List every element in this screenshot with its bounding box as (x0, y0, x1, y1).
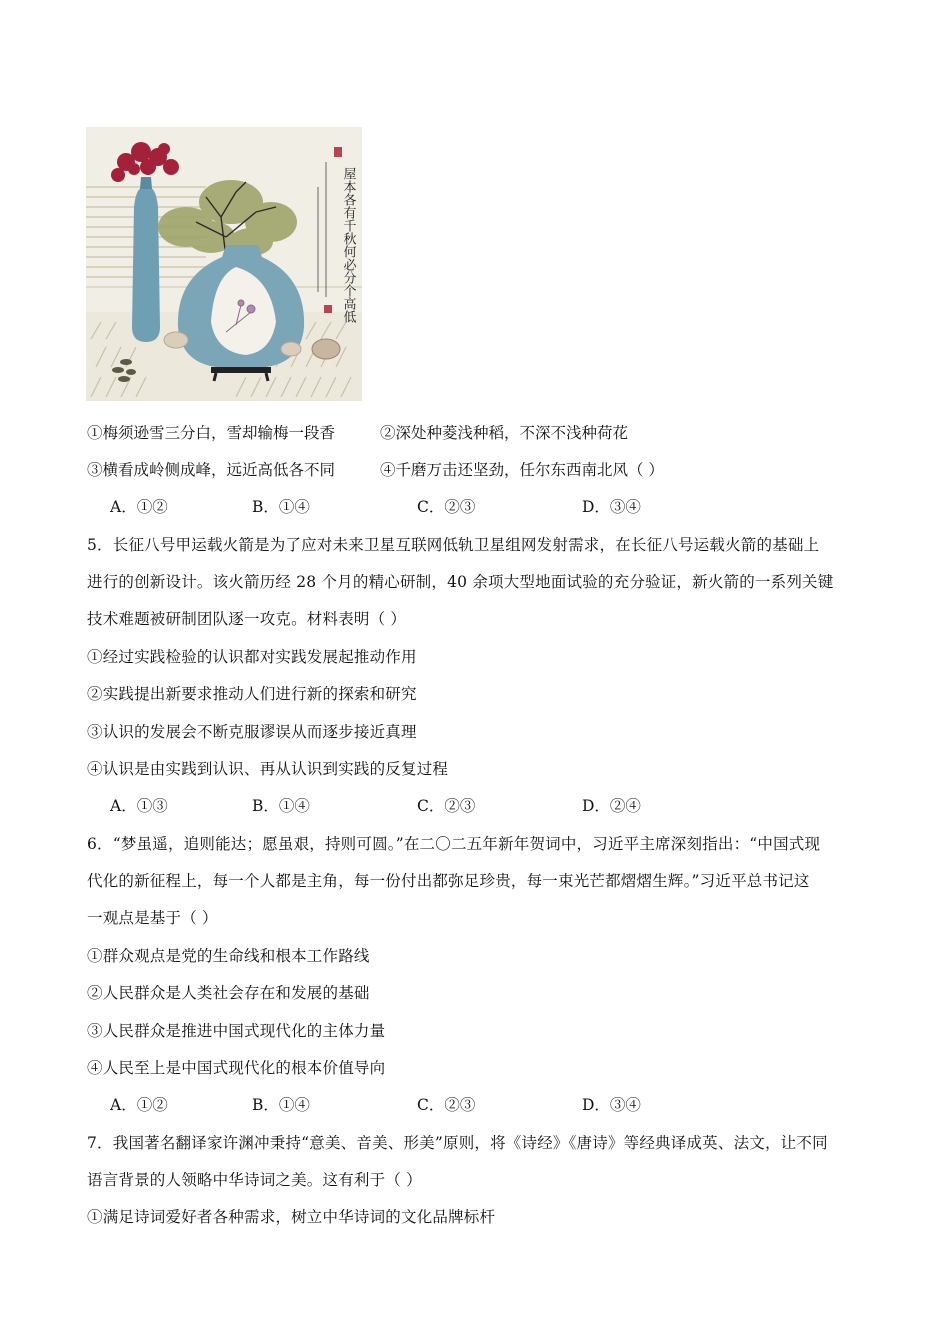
q7-statement-1: ①满足诗词爱好者各种需求，树立中华诗词的文化品牌标杆 (87, 1208, 496, 1226)
q4-choice-b[interactable]: B．①④ (252, 498, 310, 516)
q5-choice-d[interactable]: D．②④ (582, 797, 641, 815)
q6-stem-line-1: 6．“梦虽遥，追则能达；愿虽艰，持则可圆。”在二〇二五年新年贺词中，习近平主席深刻指出：“中国式现 (87, 835, 821, 853)
q4-statement-2: ②深处种菱浅种稻，不深不浅种荷花 (380, 424, 629, 442)
q4-statement-4: ④千磨万击还坚劲，任尔东西南北风（ ） (380, 461, 664, 479)
q6-statement-2: ②人民群众是人类社会存在和发展的基础 (87, 984, 370, 1002)
painting-inscription: 屋本各有千秋何必分个高低 (340, 167, 356, 323)
q4-choice-c[interactable]: C．②③ (417, 498, 476, 516)
q6-choice-b[interactable]: B．①④ (252, 1096, 310, 1114)
q5-statement-2: ②实践提出新要求推动人们进行新的探索和研究 (87, 685, 417, 703)
q4-statement-1: ①梅须逊雪三分白，雪却输梅一段香 (87, 424, 336, 442)
q5-stem-line-3: 技术难题被研制团队逐一攻克。材料表明（ ） (87, 610, 407, 628)
q4-choice-d[interactable]: D．③④ (582, 498, 641, 516)
q6-statement-3: ③人民群众是推进中国式现代化的主体力量 (87, 1022, 386, 1040)
ink-painting-image (86, 127, 362, 401)
q6-statement-1: ①群众观点是党的生命线和根本工作路线 (87, 947, 370, 965)
q6-stem-line-3: 一观点是基于（ ） (87, 909, 218, 927)
q5-statement-3: ③认识的发展会不断克服谬误从而逐步接近真理 (87, 723, 417, 741)
q5-statement-4: ④认识是由实践到认识、再从认识到实践的反复过程 (87, 760, 449, 778)
q4-statement-3: ③横看成岭侧成峰，远近高低各不同 (87, 461, 336, 479)
q4-choice-a[interactable]: A．①② (110, 498, 168, 516)
q6-stem-line-2: 代化的新征程上，每一个人都是主角，每一份付出都弥足珍贵，每一束光芒都熠熠生辉。”习近平总书记这 (87, 872, 810, 890)
painting-svg (86, 127, 362, 401)
q6-choice-d[interactable]: D．③④ (582, 1096, 641, 1114)
q6-choice-c[interactable]: C．②③ (417, 1096, 476, 1114)
q5-stem-line-2: 进行的创新设计。该火箭历经 28 个月的精心研制，40 余项大型地面试验的充分验证，新火箭的一系列关键 (87, 573, 834, 591)
q5-choice-b[interactable]: B．①④ (252, 797, 310, 815)
q6-choice-a[interactable]: A．①② (110, 1096, 168, 1114)
q5-choice-c[interactable]: C．②③ (417, 797, 476, 815)
q5-stem-line-1: 5．长征八号甲运载火箭是为了应对未来卫星互联网低轨卫星组网发射需求，在长征八号运载火箭的基础上 (87, 536, 820, 554)
q6-statement-4: ④人民至上是中国式现代化的根本价值导向 (87, 1059, 386, 1077)
q5-statement-1: ①经过实践检验的认识都对实践发展起推动作用 (87, 648, 417, 666)
q7-stem-line-1: 7．我国著名翻译家许渊冲秉持“意美、音美、形美”原则，将《诗经》《唐诗》等经典译成英、法文，让不同 (87, 1134, 828, 1152)
q5-choice-a[interactable]: A．①③ (110, 797, 168, 815)
q7-stem-line-2: 语言背景的人领略中华诗词之美。这有利于（ ） (87, 1171, 422, 1189)
